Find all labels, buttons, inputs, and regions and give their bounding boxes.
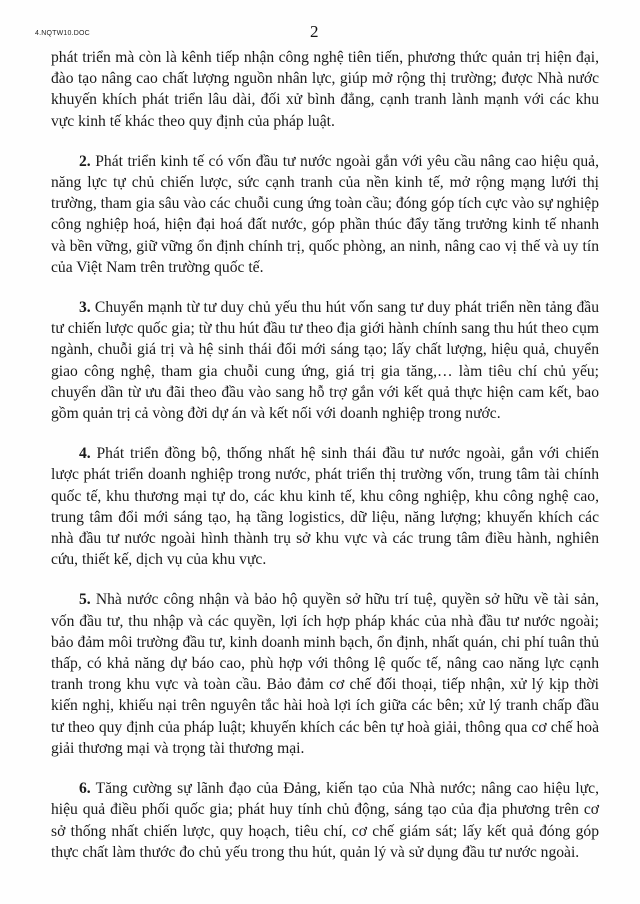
paragraph-continuation [51, 47, 599, 132]
paragraph-text: Chuyển mạnh từ tư duy chủ yếu thu hút vốn sang tư duy phát triển nền tảng đầu tư chiến lược quốc gia; từ thu hút đầu tư theo địa giới hành chính sang thu hút theo cụm ngành, chuỗi giá trị và hệ sinh thái đổi mới sáng tạo; lấy chất lượng, hiệu quả, chuyển giao công nghệ, tham gia chuỗi cung ứng, giá trị gia tăng,… làm tiêu chí chủ yếu; chuyển dần từ ưu đãi theo đầu vào sang hỗ trợ gắn với kết quả thực hiện cam kết, bao gồm quản trị cả vòng đời dự án và kết nối với doanh nghiệp trong nước. [51, 299, 599, 423]
paragraph-number: 3. [79, 299, 91, 317]
paragraph-text: Phát triển đồng bộ, thống nhất hệ sinh thái đầu tư nước ngoài, gắn với chiến lược phát triển doanh nghiệp trong nước, phát triển thị trường vốn, trung tâm tài chính quốc tế, khu thương mại tự do, các khu kinh tế, khu công nghiệp, khu công nghệ cao, trung tâm đổi mới sáng tạo, hạ tầng logistics, dữ liệu, năng lượng; khuyến khích các nhà đầu tư nước ngoài hình thành trụ sở khu vực và các trung tâm điều hành, nghiên cứu, thiết kế, dịch vụ của khu vực. [51, 445, 599, 569]
page-number: 2 [310, 22, 319, 41]
paragraph-number: 6. [79, 780, 91, 798]
paragraph-6 [51, 778, 599, 863]
document-body [51, 47, 599, 863]
page-header [0, 0, 640, 48]
paragraph-number: 5. [79, 591, 91, 609]
paragraph-number: 2. [79, 152, 91, 170]
paragraph-4 [51, 443, 599, 570]
paragraph-text: Tăng cường sự lãnh đạo của Đảng, kiến tạo của Nhà nước; nâng cao hiệu lực, hiệu quả điều phối quốc gia; phát huy tính chủ động, sáng tạo của địa phương trên cơ sở thống nhất chiến lược, quy hoạch, tiêu chí, cơ chế giám sát; lấy kết quả đóng góp thực chất làm thước đo chủ yếu trong thu hút, quản lý và sử dụng đầu tư nước ngoài. [51, 780, 599, 861]
paragraph-3 [51, 297, 599, 424]
document-id: 4.NQTW10.DOC [35, 30, 90, 37]
paragraph-2 [51, 151, 599, 278]
paragraph-5 [51, 589, 599, 759]
paragraph-text: phát triển mà còn là kênh tiếp nhận công nghệ tiên tiến, phương thức quản trị hiện đại, đào tạo nâng cao chất lượng nguồn nhân lực, giúp mở rộng thị trường; được Nhà nước khuyến khích phát triển lâu dài, đối xử bình đẳng, cạnh tranh lành mạnh với các khu vực kinh tế khác theo quy định của pháp luật. [51, 49, 599, 130]
paragraph-text: Phát triển kinh tế có vốn đầu tư nước ngoài gắn với yêu cầu nâng cao hiệu quả, năng lực tự chủ chiến lược, sức cạnh tranh của nền kinh tế, mở rộng mạng lưới thị trường, tham gia sâu vào các chuỗi cung ứng toàn cầu; đóng góp tích cực vào sự nghiệp công nghiệp hoá, hiện đại hoá đất nước, góp phần thúc đẩy tăng trưởng kinh tế nhanh và bền vững, giữ vững ổn định chính trị, quốc phòng, an ninh, nâng cao vị thế và uy tín của Việt Nam trên trường quốc tế. [51, 152, 599, 276]
paragraph-number: 4. [79, 445, 91, 463]
paragraph-text: Nhà nước công nhận và bảo hộ quyền sở hữu trí tuệ, quyền sở hữu về tài sản, vốn đầu tư, thu nhập và các quyền, lợi ích hợp pháp khác của nhà đầu tư nước ngoài; bảo đảm môi trường đầu tư, kinh doanh minh bạch, ổn định, nhất quán, chi phí tuân thủ thấp, có khả năng dự báo cao, phù hợp với thông lệ quốc tế, nâng cao năng lực cạnh tranh trong khu vực và toàn cầu. Bảo đảm cơ chế đối thoại, tiếp nhận, xử lý kịp thời kiến nghị, khiếu nại trên nguyên tắc hài hoà lợi ích giữa các bên; xử lý tranh chấp đầu tư theo quy định của pháp luật; khuyến khích các bên tự hoà giải, thông qua cơ chế hoà giải thương mại và trọng tài thương mại. [51, 591, 599, 757]
